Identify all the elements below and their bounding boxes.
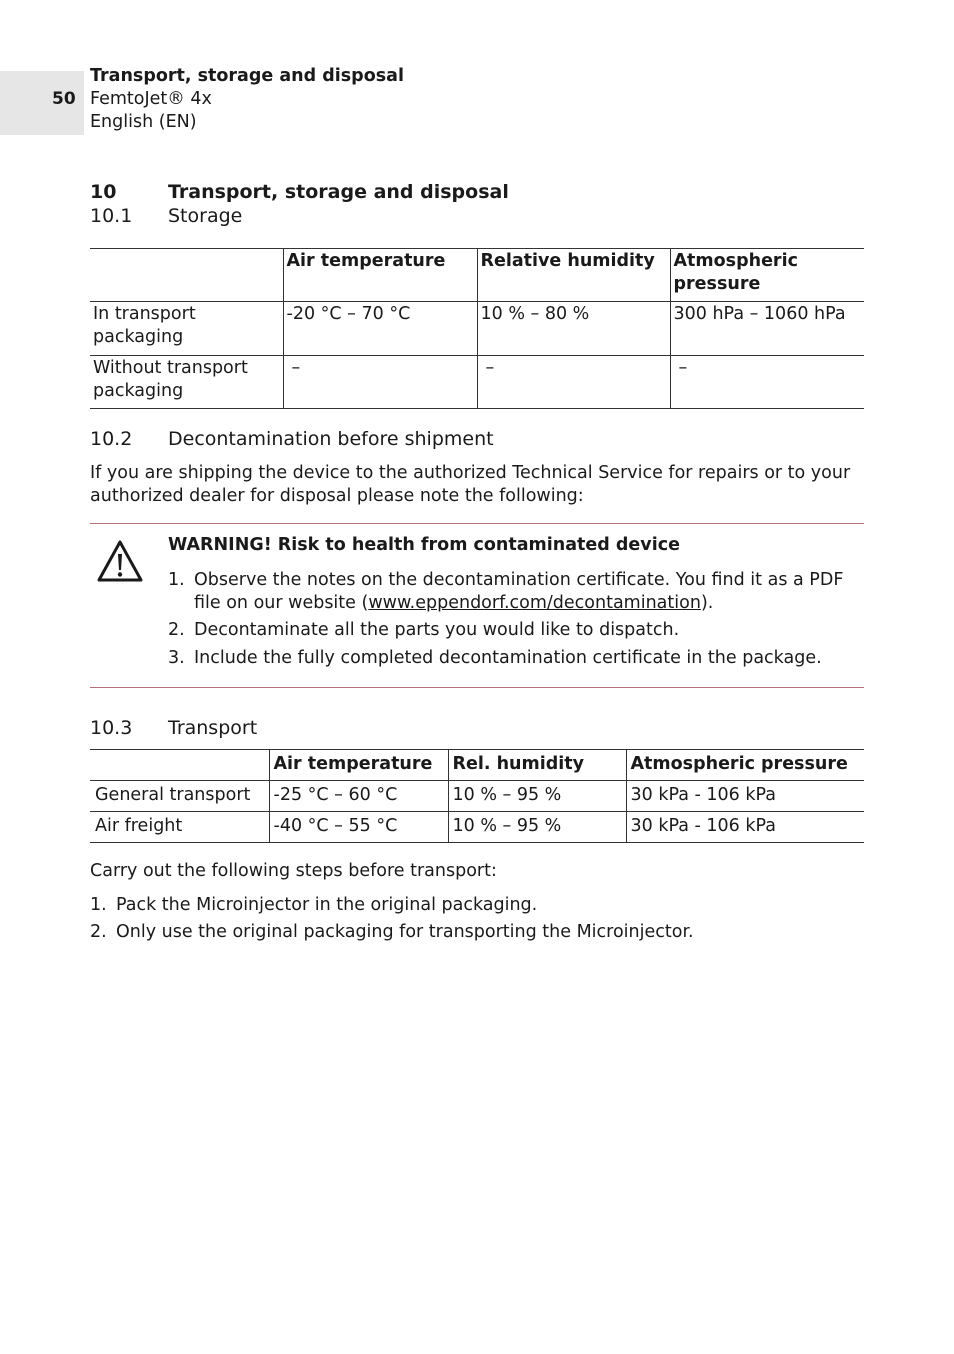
storage-heading [90, 205, 242, 227]
warning-triangle-icon [96, 539, 144, 583]
step-text: Observe the notes on the decontamination certificate. You find it as a PDF file on our website ( [194, 570, 844, 613]
table-header-row [90, 750, 864, 781]
table-header-row [90, 249, 864, 302]
list-number: 1. [90, 895, 107, 915]
decontamination-link[interactable]: www.eppendorf.com/decontamination [368, 593, 701, 613]
section-title: Transport, storage and disposal [168, 181, 509, 203]
table-header-cell [90, 750, 269, 781]
header-chapter: Transport, storage and disposal [90, 66, 404, 86]
decontamination-number: 10.2 [90, 428, 133, 450]
decontamination-intro: If you are shipping the device to the authorized Technical Service for repairs or to your authorized dealer for disposal please note the following: [90, 463, 851, 506]
step-text: Only use the original packaging for transporting the Microinjector. [116, 922, 694, 942]
list-item [168, 569, 868, 615]
page-number: 50 [52, 89, 76, 109]
list-number: 2. [90, 922, 107, 942]
list-number: 1. [168, 570, 185, 590]
list-item [168, 647, 868, 670]
transport-intro: Carry out the following steps before transport: [90, 861, 497, 881]
step-text-end: ). [700, 593, 714, 613]
warning-bottom-rule [90, 687, 864, 688]
table-header-cell: Atmospheric pressure [670, 249, 864, 302]
table-cell: -20 °C – 70 °C [283, 302, 477, 356]
table-cell: 30 kPa - 106 kPa [626, 812, 864, 843]
step-text: Decontaminate all the parts you would like to dispatch. [194, 620, 680, 640]
table-row [90, 812, 864, 843]
step-text: Include the fully completed decontamination certificate in the package. [194, 648, 822, 668]
list-number: 2. [168, 620, 185, 640]
table-cell: In transport packaging [93, 304, 196, 347]
section-heading [90, 181, 509, 203]
table-row [90, 781, 864, 812]
table-header-cell: Air temperature [269, 750, 448, 781]
table-cell: – [477, 356, 670, 409]
table-cell: – [283, 356, 477, 409]
table-cell: General transport [95, 785, 251, 805]
table-cell: – [670, 356, 864, 409]
list-number: 3. [168, 648, 185, 668]
table-header-cell: Relative humidity [477, 249, 670, 302]
warning-top-rule [90, 523, 864, 524]
section-number: 10 [90, 181, 117, 203]
table-cell: 30 kPa - 106 kPa [626, 781, 864, 812]
table-row [90, 302, 864, 356]
storage-title: Storage [168, 205, 243, 227]
transport-title: Transport [168, 717, 258, 739]
table-header-cell: Air temperature [283, 249, 477, 302]
transport-number: 10.3 [90, 717, 133, 739]
table-cell: -25 °C – 60 °C [269, 781, 448, 812]
table-header-cell: Atmospheric pressure [626, 750, 864, 781]
decontamination-heading [90, 428, 494, 450]
list-item [90, 894, 537, 917]
decontamination-title: Decontamination before shipment [168, 428, 494, 450]
list-item [90, 921, 694, 944]
table-row [90, 356, 864, 409]
table-cell: Air freight [95, 816, 183, 836]
transport-heading [90, 717, 257, 739]
table-cell: -40 °C – 55 °C [269, 812, 448, 843]
table-header-cell [90, 249, 283, 302]
table-header-cell: Rel. humidity [448, 750, 626, 781]
table-cell: 10 % – 80 % [477, 302, 670, 356]
header-language: English (EN) [90, 112, 197, 132]
storage-number: 10.1 [90, 205, 133, 227]
table-cell: 300 hPa – 1060 hPa [670, 302, 864, 356]
header-product: FemtoJet® 4x [90, 89, 212, 109]
table-cell: 10 % – 95 % [448, 781, 626, 812]
storage-table [90, 248, 864, 409]
warning-title: WARNING! Risk to health from contaminated device [168, 535, 680, 555]
transport-table [90, 749, 864, 843]
list-item [168, 619, 868, 642]
step-text: Pack the Microinjector in the original packaging. [116, 895, 538, 915]
table-cell: Without transport packaging [93, 358, 248, 401]
table-cell: 10 % – 95 % [448, 812, 626, 843]
